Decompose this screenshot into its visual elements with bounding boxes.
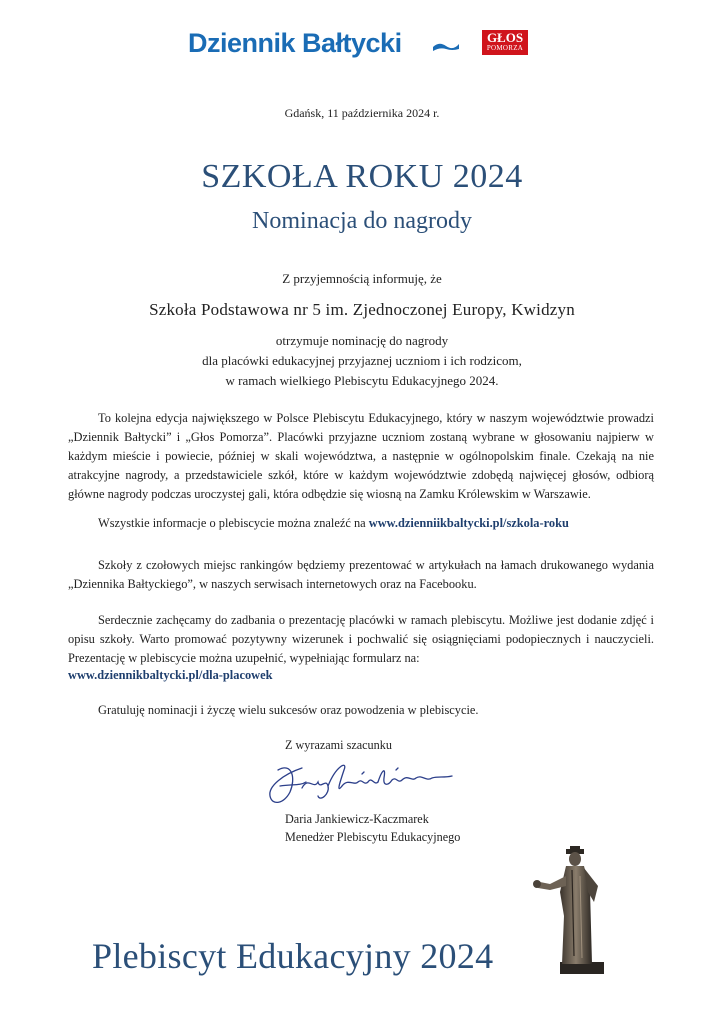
info-text: Wszystkie informacje o plebiscycie można znaleźć na [98,516,369,530]
paragraph-presentation-link-row [68,666,654,685]
paragraph-rankings: Szkoły z czołowych miejsc rankingów będziemy prezentować w artykułach na łamach drukowanego wydania „Dziennika Bałtyckiego”, w naszych serwisach internetowych oraz na Facebooku. [68,558,654,591]
paragraph-info [68,514,654,533]
glos-pomorza-logo [482,30,528,55]
letter-date: Gdańsk, 11 października 2024 r. [284,106,440,120]
paragraph-presentation: Serdecznie zachęcamy do zadbania o prezentację placówki w ramach plebiscytu. Możliwe jest dodanie zdjęć i opisu szkoły. Warto promować pozytywny wizerunek i pochwalić się osiągnięciami podopiecznych i nauczycieli. Prezentację w plebiscycie można uzupełnić, wypełniając formularz na: [68,613,654,665]
dla-placowek-link[interactable]: www.dziennikbaltycki.pl/dla-placowek [68,668,273,682]
page-title: SZKOŁA ROKU 2024 [201,158,523,195]
statue-trophy-icon [526,846,612,976]
glos-logo-text: GŁOS [486,30,524,45]
paragraph-congratulations: Gratuluję nominacji i życzę wielu sukcesów oraz powodzenia w plebiscycie. [98,703,479,717]
paragraph-edition: To kolejna edycja największego w Polsce Plebiscytu Edukacyjnego, który w naszym województwie prowadzi „Dziennik Bałtycki” i „Głos Pomorza”. Placówki przyjazne uczniom zostaną wybrane w głosowaniu najpierw w każdym mieście i powiecie, później w skali województwa, a następnie w ogólnopolskim finale. Czekają na nie atrakcyjne nagrody, a przedstawiciele szkół, które w każdym województwie zdobędą najwięcej głosów, odbiorą główne nagrody podczas uroczystej gali, która odbędzie się wiosną na Zamku Królewskim w Warszawie. [68,411,654,501]
page-subtitle: Nominacja do nagrody [252,208,472,234]
award-line-2: dla placówki edukacyjnej przyjaznej uczniom i ich rodzicom, [202,353,522,368]
intro-line: Z przyjemnością informuję, że [282,271,442,286]
pomorza-logo-text: POMORZA [486,44,524,52]
dziennik-baltycki-logo: Dziennik Bałtycki [188,28,402,58]
szkola-roku-link[interactable]: www.dzienniikbaltycki.pl/szkola-roku [368,516,569,530]
signer-name: Daria Jankiewicz-Kaczmarek [285,812,429,826]
wave-icon [432,40,460,52]
award-line-1: otrzymuje nominację do nagrody [275,333,449,348]
signer-role: Menedżer Plebiscytu Edukacyjnego [285,830,461,844]
footer-title: Plebiscyt Edukacyjny 2024 [92,936,494,976]
handwritten-signature [262,756,462,816]
closing-line: Z wyrazami szacunku [285,738,392,752]
school-name: Szkoła Podstawowa nr 5 im. Zjednoczonej Europy, Kwidzyn [149,300,575,319]
award-line-3: w ramach wielkiego Plebiscytu Edukacyjnego 2024. [225,373,499,388]
